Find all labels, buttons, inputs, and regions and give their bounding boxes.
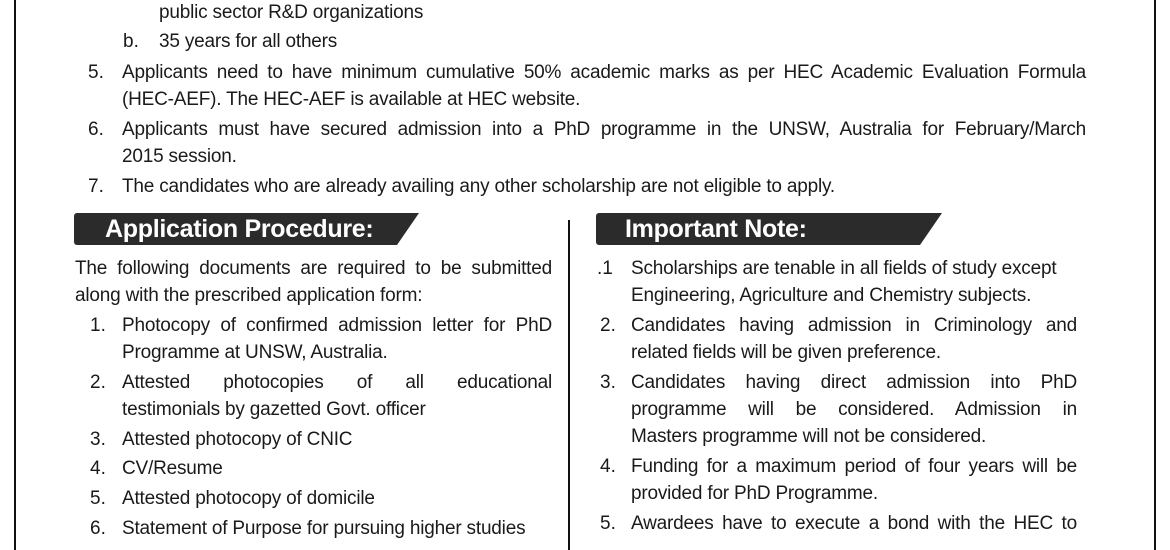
procedure-item-5-number: 5. (90, 488, 106, 509)
note-item-1-line2: Engineering, Agriculture and Chemistry subjects. (631, 285, 1032, 306)
application-procedure-heading: Application Procedure: (105, 215, 374, 243)
note-item-4-line1: Funding for a maximum period of four years will be (631, 456, 1077, 477)
eligibility-item-6-number: 6. (88, 119, 104, 140)
procedure-item-2-number: 2. (90, 372, 106, 393)
procedure-item-6-number: 6. (90, 518, 106, 539)
note-item-2-line2: related fields will be given preference. (631, 342, 941, 363)
eligibility-item-6-line1: Applicants must have secured admission into a PhD programme in the UNSW, Australia for February/March (122, 119, 1086, 140)
procedure-item-4-number: 4. (90, 458, 106, 479)
important-note-heading: Important Note: (625, 215, 807, 243)
note-item-3-line1: Candidates having direct admission into PhD (631, 372, 1077, 393)
procedure-item-1-line2: Programme at UNSW, Australia. (122, 342, 388, 363)
eligibility-item-b-marker: b. (123, 31, 139, 52)
note-item-3-number: 3. (600, 372, 616, 393)
note-item-5-number: 5. (600, 513, 616, 534)
procedure-item-3-number: 3. (90, 429, 106, 450)
procedure-item-6-line1: Statement of Purpose for pursuing higher studies (122, 518, 526, 539)
eligibility-item-b-text: 35 years for all others (159, 31, 338, 52)
eligibility-item-7-number: 7. (88, 176, 104, 197)
procedure-item-2-line2: testimonials by gazetted Govt. officer (122, 399, 426, 420)
note-item-3-line2: programme will be considered. Admission in (631, 399, 1077, 420)
note-item-2-number: 2. (600, 315, 616, 336)
procedure-item-3-line1: Attested photocopy of CNIC (122, 429, 353, 450)
column-divider (568, 220, 570, 550)
procedure-item-2-line1: Attested photocopies of all educational (122, 372, 552, 393)
page-border-right (1154, 0, 1156, 550)
note-item-1-line1: Scholarships are tenable in all fields of study except (631, 258, 1057, 279)
eligibility-item-7-line1: The candidates who are already availing any other scholarship are not eligible to apply. (122, 176, 835, 197)
procedure-item-1-number: 1. (90, 315, 106, 336)
procedure-item-1-line1: Photocopy of confirmed admission letter for PhD (122, 315, 552, 336)
note-item-3-line3: Masters programme will not be considered. (631, 426, 987, 447)
note-item-4-line2: provided for PhD Programme. (631, 483, 878, 504)
eligibility-item-5-line2: (HEC-AEF). The HEC-AEF is available at HEC website. (122, 89, 581, 110)
eligibility-item-6-line2: 2015 session. (122, 146, 237, 167)
note-item-5-line1: Awardees have to execute a bond with the HEC to (631, 513, 1077, 534)
note-item-4-number: 4. (600, 456, 616, 477)
application-procedure-intro-line2: along with the prescribed application form: (75, 285, 423, 306)
application-procedure-intro-line1: The following documents are required to be submitted (75, 258, 552, 279)
procedure-item-5-line1: Attested photocopy of domicile (122, 488, 375, 509)
eligibility-item-a-continuation: public sector R&D organizations (159, 2, 424, 23)
page-border-left (14, 0, 16, 550)
note-item-2-line1: Candidates having admission in Criminology and (631, 315, 1077, 336)
eligibility-item-5-number: 5. (88, 62, 104, 83)
note-item-1-number: .1 (597, 258, 613, 279)
procedure-item-4-line1: CV/Resume (122, 458, 223, 479)
eligibility-item-5-line1: Applicants need to have minimum cumulative 50% academic marks as per HEC Academic Evaluation Formula (122, 62, 1086, 83)
